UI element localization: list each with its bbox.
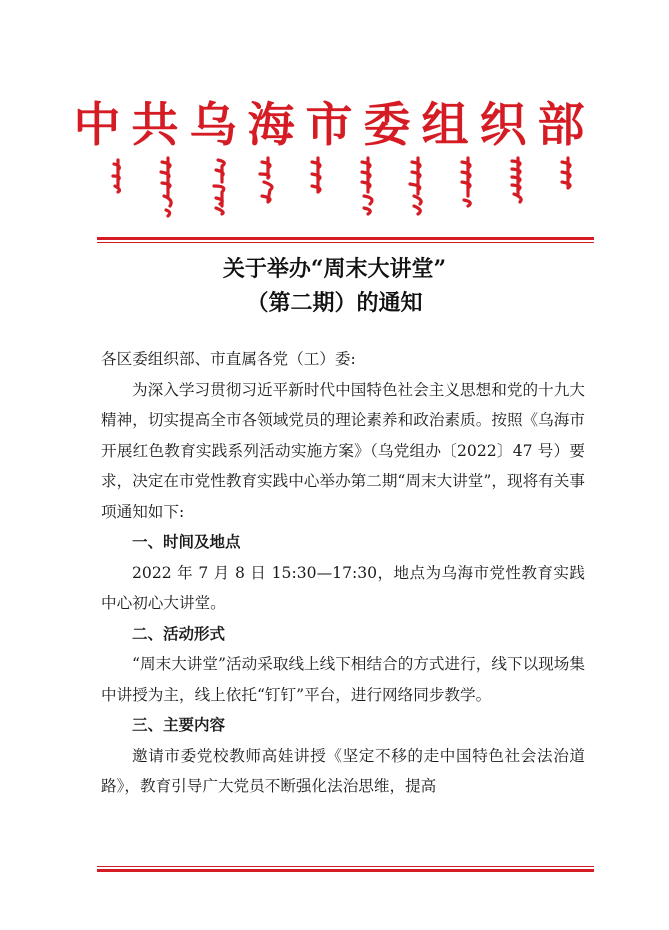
section-text-format: “周末大讲堂”活动采取线上线下相结合的方式进行，线下以现场集中讲授为主，线上依托“钉钉”平台，进行网络同步教学。 [101,655,585,704]
organization-name: 中共乌海市委组织部 [73,98,596,153]
intro-paragraph: 为深入学习贯彻习近平新时代中国特色社会主义思想和党的十九大精神，切实提高全市各领域党员的理论素养和政治素质。按照《乌海市开展红色教育实践系列活动实施方案》（乌党组办〔2022〕47 号）要求，决定在市党性教育实践中心举办第二期“周末大讲堂”，现将有关事项通知如下: [101,380,585,521]
section-heading-format: 二、活动形式 [132,624,226,643]
document-title-line-1: 关于举办“周末大讲堂” [222,256,447,282]
header-divider-thick [97,237,594,240]
salutation: 各区委组织部、市直属各党（工）委: [101,350,356,368]
document-body [101,344,585,802]
section-text-time-place: 2022 年 7 月 8 日 15:30—17:30，地点为乌海市党性教育实践中心初心大讲堂。 [101,563,585,612]
section-text-content: 邀请市委党校教师高娃讲授《坚定不移的走中国特色社会法治道路》，教育引导广大党员不断强化法治思维，提高 [101,746,585,795]
section-heading-time-place: 一、时间及地点 [132,533,241,551]
section-heading-content: 三、主要内容 [132,716,226,734]
mongolian-script-org-name [110,156,580,218]
footer-divider-thin [97,866,594,867]
footer-divider-thick [97,869,594,872]
document-title-line-2: （第二期）的通知 [246,290,423,316]
header-divider-thin [97,242,594,243]
